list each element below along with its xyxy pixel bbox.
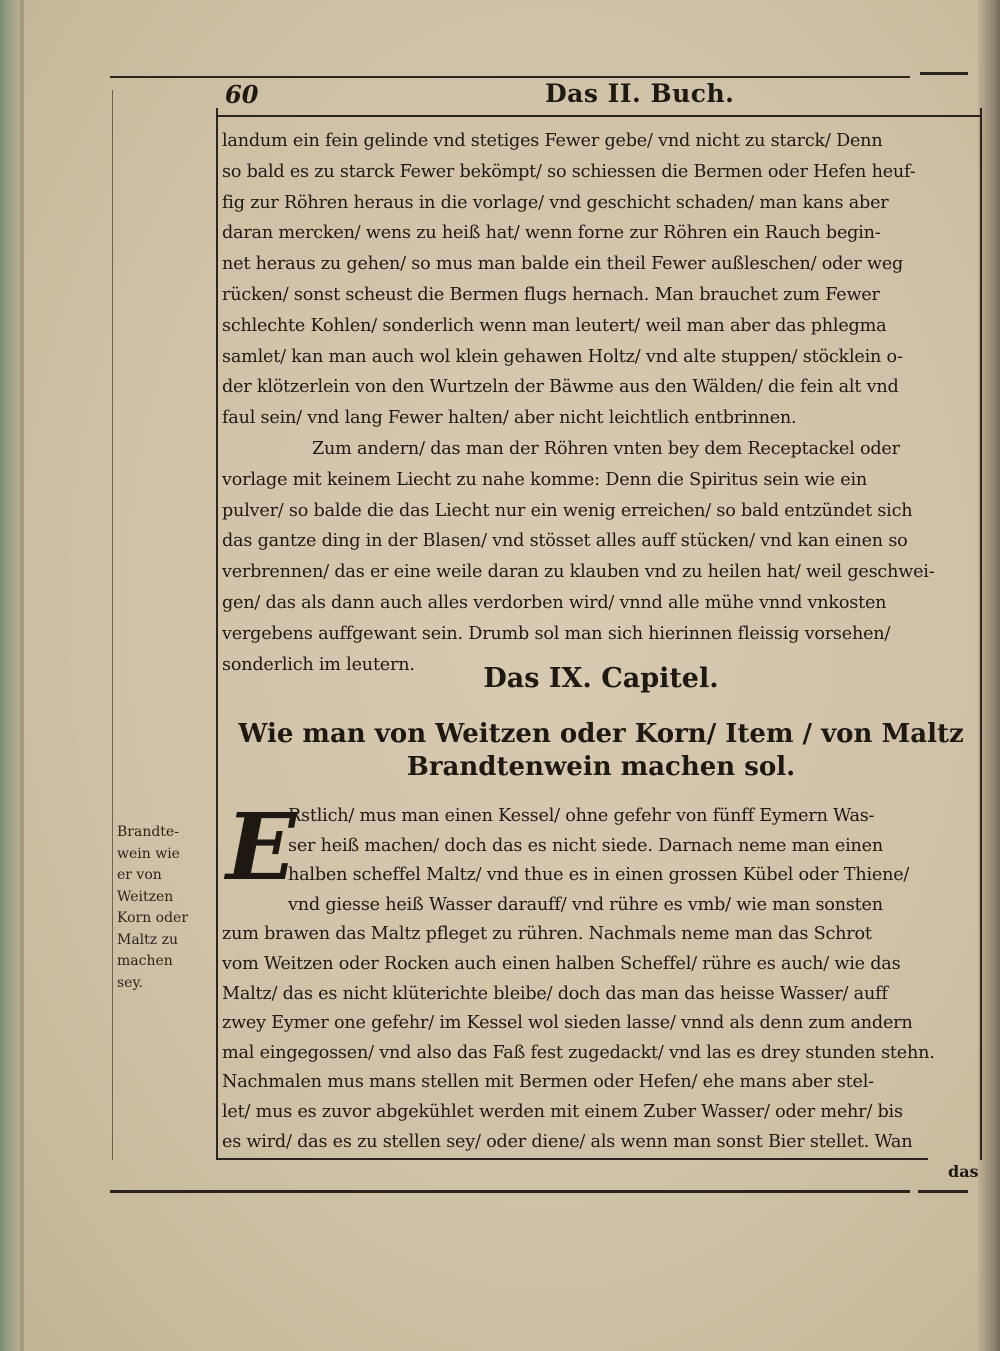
text-line: Rstlich/ mus man einen Kessel/ ohne gefehr von fünff Eymern Was- [288,806,875,826]
margin-note-line: Korn oder [117,910,189,926]
margin-note-line: Weitzen [117,888,174,905]
bottom-rule-end [918,1190,968,1193]
text-line: sonderlich im leutern. [222,654,415,675]
text-line: Maltz/ das es nicht klüterichte bleibe/ doch das man das heisse Wasser/ auff [222,983,888,1004]
text-line: samlet/ kan man auch wol klein gehawen Holtz/ vnd alte stuppen/ stöcklein o- [222,346,903,367]
top-rule-end [920,72,968,75]
chapter-subtitle [222,718,980,784]
chapter-subtitle-line: Brandtenwein machen sol. [406,752,796,782]
drop-cap: E [226,793,297,901]
text-line: halben scheffel Maltz/ vnd thue es in einen grossen Kübel oder Thiene/ [288,865,910,886]
text-line: landum ein fein gelinde vnd stetiges Fewer gebe/ vnd nicht zu starck/ Denn [222,131,883,151]
text-line: pulver/ so balde die das Liecht nur ein wenig erreichen/ so bald entzündet sich [222,500,913,521]
chapter-title: Das IX. Capitel. [483,663,719,694]
text-line: es wird/ das es zu stellen sey/ oder diene/ als wenn man sonst Bier stellet. Wan [222,1131,913,1152]
text-line: schlechte Kohlen/ sonderlich wenn man leutert/ weil man aber das phlegma [222,315,887,336]
text-line: gen/ das als dann auch alles verdorben wird/ vnnd alle mühe vnnd vnkosten [222,592,887,613]
paragraph-1 [222,126,980,680]
text-line: vnd giesse heiß Wasser darauff/ vnd rühre es vmb/ wie man sonsten [288,894,883,915]
paragraph-3 [222,793,980,1157]
header-rule [216,115,981,117]
text-frame-right [980,108,982,1160]
text-line: mal eingegossen/ vnd also das Faß fest zugedackt/ vnd las es drey stunden stehn. [222,1042,935,1063]
margin-note-line: machen [117,953,173,969]
text-line: zwey Eymer one gefehr/ im Kessel wol sieden lasse/ vnnd als denn zum andern [222,1013,913,1034]
text-line: let/ mus es zuvor abgekühlet werden mit einem Zuber Wasser/ oder mehr/ bis [222,1101,903,1122]
text-line: net heraus zu gehen/ so mus man balde ein theil Fewer außleschen/ oder weg [222,254,904,275]
book-binding [0,0,20,1351]
text-line: faul sein/ vnd lang Fewer halten/ aber nicht leichtlich entbrinnen. [222,408,797,429]
margin-note-line: wein wie [117,845,180,862]
text-line: vom Weitzen oder Rocken auch einen halben Scheffel/ rühre es auch/ wie das [222,953,901,974]
chapter-subtitle-line: Wie man von Weitzen oder Korn/ Item / von Maltz [238,719,964,749]
text-line: so bald es zu starck Fewer bekömpt/ so schiessen die Bermen oder Hefen heuf- [222,161,916,182]
text-frame-left [216,108,218,1160]
running-head: Das II. Buch. [545,79,735,108]
text-line: das gantze ding in der Blasen/ vnd stösset alles auff stücken/ vnd kan einen so [222,531,908,552]
text-line: fig zur Röhren heraus in die vorlage/ vnd geschicht schaden/ man kans aber [222,192,889,213]
page-number: 60 [225,80,259,109]
margin-note-line: er von [117,867,162,883]
text-line: Nachmalen mus mans stellen mit Bermen oder Hefen/ ehe mans aber stel- [222,1072,874,1093]
catchword: das [948,1162,979,1181]
margin-note-line: Brandte- [117,824,179,840]
footer-rule [216,1158,928,1160]
top-rule [110,76,910,78]
text-line: vorlage mit keinem Liecht zu nahe komme: Denn die Spiritus sein wie ein [222,469,868,490]
margin-note-line: Maltz zu [117,931,179,948]
text-line: vergebens auffgewant sein. Drumb sol man sich hierinnen fleissig vorsehen/ [222,623,891,644]
text-line: ser heiß machen/ doch das es nicht siede. Darnach neme man einen [288,835,883,856]
margin-note-line: sey. [117,974,143,991]
margin-rule [112,90,113,1160]
text-line: Zum andern/ das man der Röhren vnten bey dem Receptackel oder [312,438,900,459]
text-line: verbrennen/ das er eine weile daran zu klauben vnd zu heilen hat/ weil geschwei- [222,562,935,583]
text-line: zum brawen das Maltz pfleget zu rühren. Nachmals neme man das Schrot [222,924,872,945]
margin-note [117,822,213,994]
bottom-rule [110,1190,910,1193]
text-line: der klötzerlein von den Wurtzeln der Bäwme aus den Wälden/ die fein alt vnd [222,377,899,398]
text-line: rücken/ sonst scheust die Bermen flugs hernach. Man brauchet zum Fewer [222,284,880,305]
text-line: daran mercken/ wens zu heiß hat/ wenn forne zur Röhren ein Rauch begin- [222,223,881,244]
